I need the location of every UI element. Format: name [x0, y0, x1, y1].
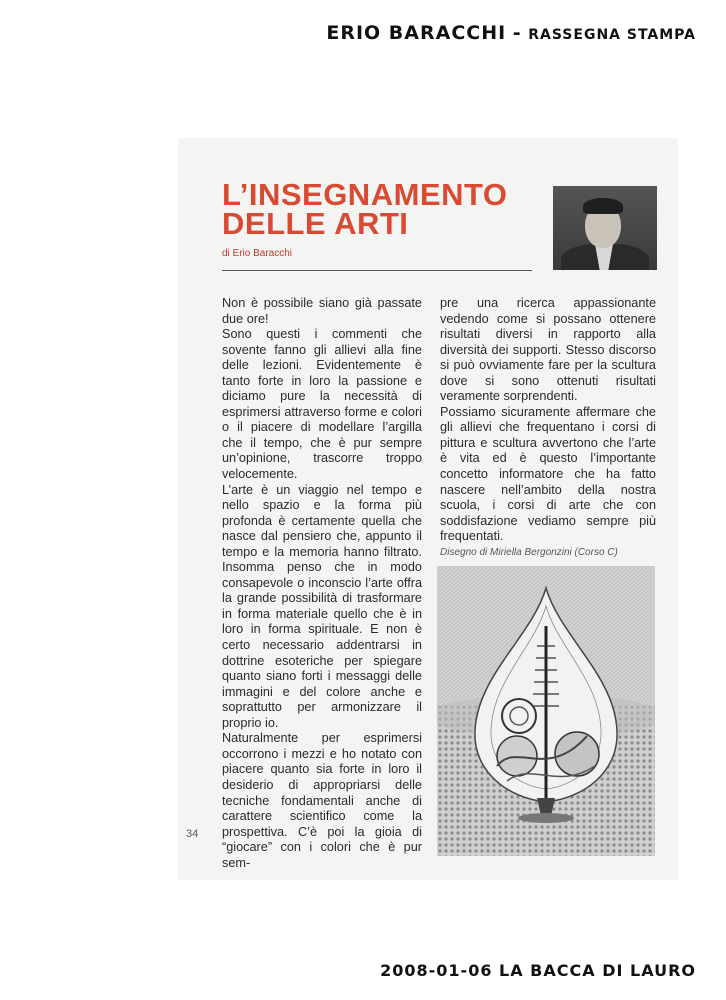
right-column [440, 296, 656, 545]
paragraph: L’arte è un viaggio nel tempo e nello spazio e la forma più profonda è certamente quella che nasce dal pensiero che, appunto il tempo e la memoria hanno filtrato. Insomma penso che in modo consapevole o inconscio l’arte offra la grande possibilità di trasformare in forma materiale quello che è in loro in forma spirituale. E non è certo necessario addentrarsi in dottrine esoteriche per spiegare quanto siano forti i messaggi delle immagini e del colore anche e soprattutto per armonizzare il proprio io. [222, 482, 422, 730]
paragraph: pre una ricerca appassionante vedendo come si possano ottenere risultati diversi in rapporto alla diversità dei supporti. Stesso discorso si può ovviamente fare per la scultura dove si sono ottenuti risultati veramente sorprendenti. [440, 296, 656, 404]
drawing-illustration [437, 566, 655, 856]
paragraph: Naturalmente per esprimersi occorrono i mezzi e ho notato con piacere quanto sia forte in loro il desiderio di appropriarsi delle tecniche fondamentali anche di carattere scientifico come la prospettiva. C’è poi la gioia di “giocare” con i colori che è pur sem- [222, 731, 422, 870]
article-title-line2: DELLE ARTI [222, 206, 409, 241]
article-byline: di Erio Baracchi [222, 248, 293, 259]
drawing-caption: Disegno di Miriella Bergonzini (Corso C) [440, 547, 618, 558]
title-divider [222, 270, 532, 271]
article-title-line1: L’INSEGNAMENTO [222, 177, 508, 212]
footer-source: 2008-01-06 LA BACCA DI LAURO [380, 961, 696, 980]
document-header [326, 22, 696, 44]
page-number: 34 [186, 828, 199, 840]
paragraph: Sono questi i commenti che sovente fanno gli allievi alla fine delle lezioni. Evidentemente è tanto forte in loro la passione e diciamo pure la necessità di esprimersi attraverso forme e colori o il piacere di modellare l’argilla che il tempo, che è pur sempre un’opinione, trascorre troppo velocemente. [222, 327, 422, 482]
header-name: ERIO BARACCHI [326, 22, 507, 44]
paragraph: Non è possibile siano già passate due ore! [222, 296, 422, 326]
header-section: RASSEGNA STAMPA [528, 27, 696, 43]
author-photo [553, 186, 657, 270]
article-title [222, 177, 508, 241]
header-separator: - [512, 22, 522, 44]
paragraph: Possiamo sicuramente affermare che gli allievi che frequentano i corsi di pittura e scultura avvertono che l’arte è vita ed è questo l’importante concetto informatore che ha fatto nascere nell’ambito della nostra scuola, i corsi di arte che con soddisfazione vediamo sempre più frequentati. [440, 404, 656, 544]
left-column [222, 296, 422, 871]
